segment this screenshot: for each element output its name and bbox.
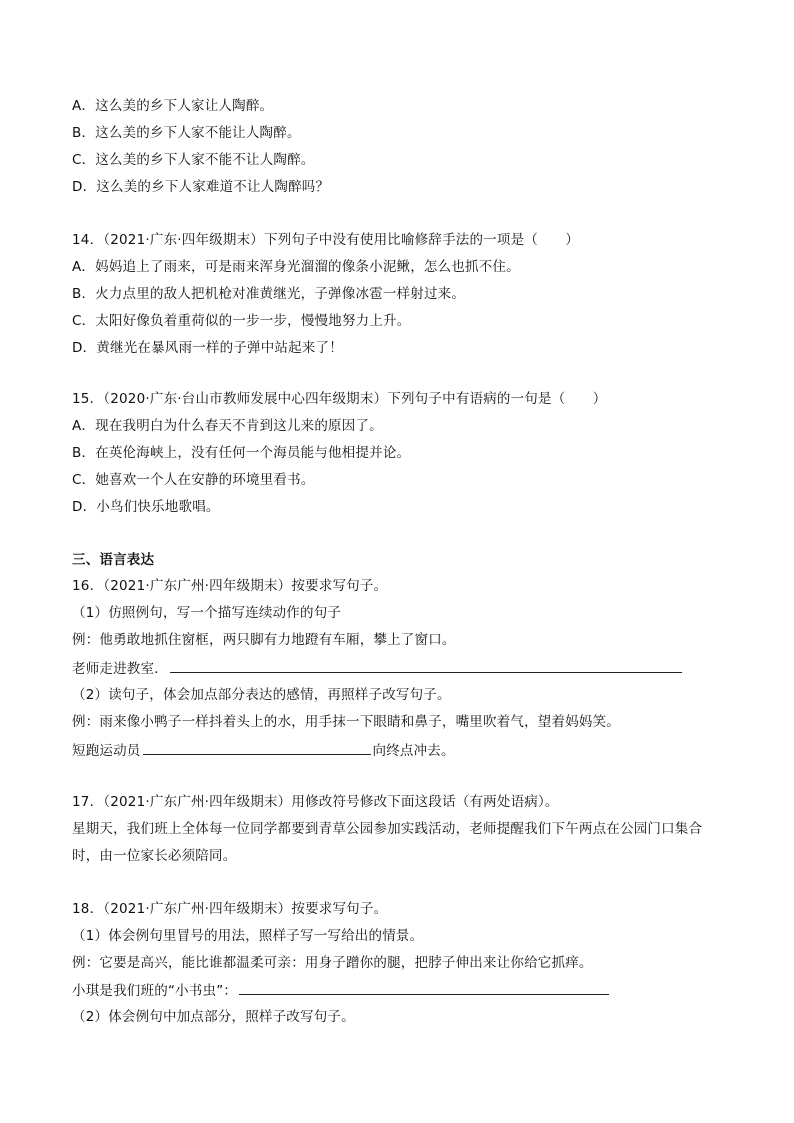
q14-option-b: B．火力点里的敌人把机枪对准黄继光，子弹像冰雹一样射过来。: [72, 286, 466, 302]
q14-option-a: A．妈妈追上了雨来，可是雨来浑身光溜溜的像条小泥鳅，怎么也抓不住。: [72, 259, 520, 275]
q13-option-d: D．这么美的乡下人家难道不让人陶醉吗？: [72, 179, 330, 195]
q13-option-b: B．这么美的乡下人家不能让人陶醉。: [72, 125, 301, 141]
q15-option-c: C．她喜欢一个人在安静的环境里看书。: [72, 472, 315, 488]
q18-sub2: （2）体会例句中加点部分，照样子改写句子。: [72, 1009, 355, 1025]
q17-paragraph-line-1: 星期天，我们班上全体每一位同学都要到青草公园参加实践活动，老师提醒我们下午两点在公园门口集合: [72, 821, 703, 837]
q18-example1: 例：它要是高兴，能比谁都温柔可亲：用身子蹭你的腿，把脖子伸出来让你给它抓痒。: [72, 955, 593, 971]
q16-example1: 例：他勇敢地抓住窗框，两只脚有力地蹬有车厢，攀上了窗口。: [72, 632, 456, 648]
q16-example2: 例：雨来像小鸭子一样抖着头上的水，用手抹一下眼睛和鼻子，嘴里吹着气，望着妈妈笑。: [72, 714, 620, 730]
q15-option-d: D．小鸟们快乐地歌唱。: [72, 499, 220, 515]
q16-sub1: （1）仿照例句，写一个描写连续动作的句子: [72, 605, 342, 621]
q16-prompt2-before: 短跑运动员: [72, 743, 141, 759]
q14-option-c: C．太阳好像负着重荷似的一步一步，慢慢地努力上升。: [72, 313, 411, 329]
q16-answer-blank-2[interactable]: [143, 740, 371, 755]
q14-stem: 14．（2021·广东·四年级期末）下列句子中没有使用比喻修辞手法的一项是（ ）: [72, 232, 580, 248]
q14-option-d: D．黄继光在暴风雨一样的子弹中站起来了！: [72, 340, 343, 356]
q16-sub2: （2）读句子，体会加点部分表达的感情，再照样子改写句子。: [72, 687, 451, 703]
q13-option-a: A．这么美的乡下人家让人陶醉。: [72, 98, 274, 114]
q13-option-c: C．这么美的乡下人家不能不让人陶醉。: [72, 152, 315, 168]
section-heading: 三、语言表达: [72, 552, 155, 568]
q16-prompt2-after: 向终点冲去。: [372, 743, 455, 759]
q17-stem: 17．（2021·广东广州·四年级期末）用修改符号修改下面这段话（有两处语病）。: [72, 794, 559, 810]
q18-stem: 18．（2021·广东广州·四年级期末）按要求写句子。: [72, 901, 388, 917]
q16-prompt1-line: [72, 658, 684, 679]
q18-sub1: （1）体会例句里冒号的用法，照样子写一写给出的情景。: [72, 928, 424, 944]
q17-paragraph-line-2: 时，由一位家长必须陪同。: [72, 848, 237, 864]
q18-prompt1-line: [72, 980, 611, 1001]
q18-answer-blank-1[interactable]: [239, 980, 609, 995]
q18-prompt1: 小琪是我们班的“小书虫”：: [72, 983, 238, 999]
q16-stem: 16．（2021·广东广州·四年级期末）按要求写句子。: [72, 578, 388, 594]
q16-answer-blank-1[interactable]: [170, 658, 682, 673]
q16-prompt1: 老师走进教室．: [72, 661, 168, 677]
q15-option-a: A．现在我明白为什么春天不肯到这儿来的原因了。: [72, 418, 383, 434]
q15-option-b: B．在英伦海峡上，没有任何一个海员能与他相提并论。: [72, 445, 411, 461]
q15-stem: 15．（2020·广东·台山市教师发展中心四年级期末）下列句子中有语病的一句是（ ）: [72, 391, 607, 407]
q16-prompt2-line: [72, 740, 455, 761]
